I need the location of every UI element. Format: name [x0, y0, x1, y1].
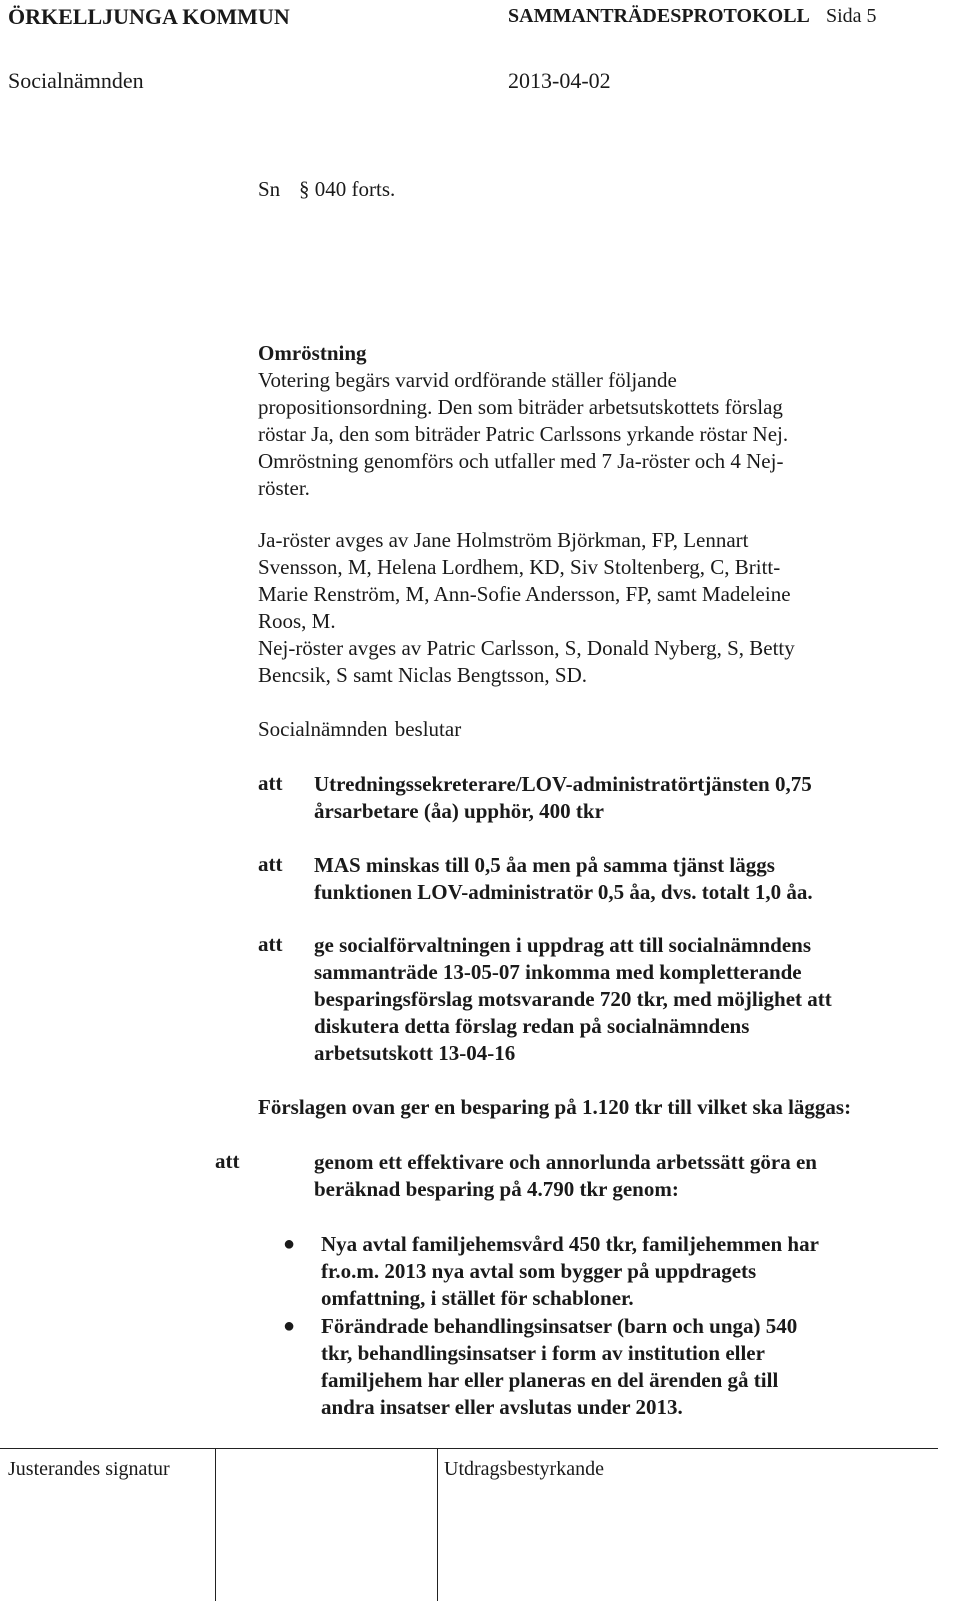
decision-item-line: årsarbetare (åa) upphör, 400 tkr: [314, 799, 604, 823]
bullet-line: familjehem har eller planeras en del ärenden gå till: [321, 1368, 779, 1392]
vote-heading: Omröstning: [258, 341, 367, 365]
document-type: SAMMANTRÄDESPROTOKOLL: [508, 5, 810, 27]
decision-marker: att: [258, 771, 283, 795]
bullet-line: tkr, behandlingsinsatser i form av institution eller: [321, 1341, 765, 1365]
committee-name: Socialnämnden: [8, 68, 144, 93]
decision-item: [314, 932, 832, 1067]
decision-item-line: funktionen LOV-administratör 0,5 åa, dvs. totalt 1,0 åa.: [314, 880, 813, 904]
decision-marker: att: [215, 1149, 240, 1173]
footer-column-divider: [437, 1448, 438, 1601]
vote-line: Votering begärs varvid ordförande ställer följande: [258, 368, 677, 392]
bullet-icon: ●: [283, 1233, 296, 1255]
votes-cast-line: Marie Renström, M, Ann-Sofie Andersson, FP, samt Madeleine: [258, 582, 791, 606]
votes-cast-line: Ja-röster avges av Jane Holmström Björkman, FP, Lennart: [258, 528, 749, 552]
vote-line: röstar Ja, den som biträder Patric Carlssons yrkande röstar Nej.: [258, 422, 789, 446]
bullet-line: fr.o.m. 2013 nya avtal som bygger på uppdragets: [321, 1259, 757, 1283]
municipality-name: ÖRKELLJUNGA KOMMUN: [8, 4, 290, 29]
votes-cast-line: Svensson, M, Helena Lordhem, KD, Siv Stoltenberg, C, Britt-: [258, 555, 781, 579]
bullet-text: [321, 1231, 819, 1312]
decision-heading: Socialnämnden beslutar: [258, 717, 462, 741]
bullet-icon: ●: [283, 1315, 296, 1337]
decision-marker: att: [258, 932, 283, 956]
vote-line: röster.: [258, 476, 310, 500]
savings-summary: Förslagen ovan ger en besparing på 1.120 tkr till vilket ska läggas:: [258, 1095, 852, 1119]
votes-cast-line: Roos, M.: [258, 609, 336, 633]
decision-item: [314, 852, 813, 906]
votes-cast-line: Nej-röster avges av Patric Carlsson, S, Donald Nyberg, S, Betty: [258, 636, 795, 660]
votes-cast-paragraph: [258, 527, 878, 689]
decision-item: [314, 771, 812, 825]
decision-item: [314, 1149, 817, 1203]
vote-paragraph: [258, 340, 878, 502]
decision-marker: att: [258, 852, 283, 876]
footer-column-divider: [215, 1448, 216, 1601]
decision-item-line: diskutera detta förslag redan på socialnämndens: [314, 1014, 750, 1038]
section-prefix: Sn: [258, 177, 281, 201]
decision-item-line: arbetsutskott 13-04-16: [314, 1041, 516, 1065]
certification-label: Utdragsbestyrkande: [444, 1458, 604, 1480]
decision-item-line: besparingsförslag motsvarande 720 tkr, med möjlighet att: [314, 987, 832, 1011]
footer-divider: [0, 1448, 938, 1449]
bullet-line: omfattning, i stället för schabloner.: [321, 1286, 634, 1310]
decision-item-line: ge socialförvaltningen i uppdrag att till socialnämndens: [314, 933, 812, 957]
decision-item-line: sammanträde 13-05-07 inkomma med kompletterande: [314, 960, 802, 984]
bullet-line: Nya avtal familjehemsvård 450 tkr, familjehemmen har: [321, 1232, 819, 1256]
vote-line: Omröstning genomförs och utfaller med 7 Ja-röster och 4 Nej-: [258, 449, 784, 473]
signature-label: Justerandes signatur: [8, 1458, 170, 1480]
decision-item-line: genom ett effektivare och annorlunda arbetssätt göra en: [314, 1150, 817, 1174]
decision-item-line: Utredningssekreterare/LOV-administratörtjänsten 0,75: [314, 772, 812, 796]
section-paragraph: § 040 forts.: [299, 177, 396, 201]
bullet-line: Förändrade behandlingsinsatser (barn och unga) 540: [321, 1314, 798, 1338]
meeting-date: 2013-04-02: [508, 68, 611, 93]
decision-item-line: beräknad besparing på 4.790 tkr genom:: [314, 1177, 679, 1201]
decision-item-line: MAS minskas till 0,5 åa men på samma tjänst läggs: [314, 853, 775, 877]
vote-line: propositionsordning. Den som biträder arbetsutskottets förslag: [258, 395, 783, 419]
bullet-text: [321, 1313, 797, 1421]
page-number: Sida 5: [826, 5, 877, 27]
votes-cast-line: Bencsik, S samt Niclas Bengtsson, SD.: [258, 663, 587, 687]
bullet-line: andra insatser eller avslutas under 2013.: [321, 1395, 683, 1419]
